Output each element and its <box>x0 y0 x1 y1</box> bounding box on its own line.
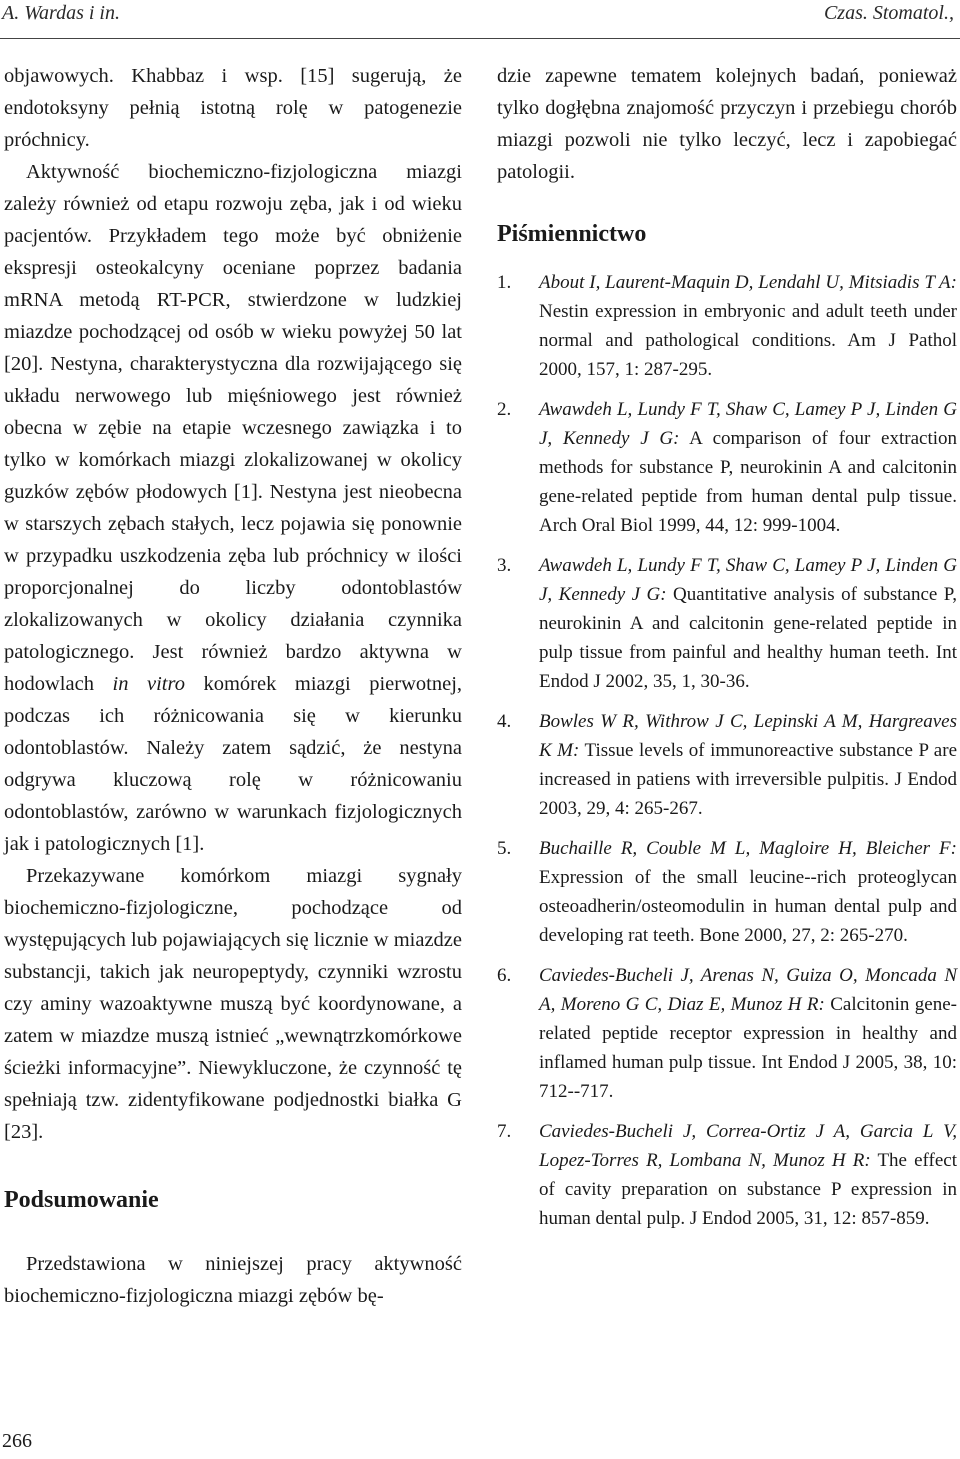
reference-item <box>497 961 957 1106</box>
right-column <box>497 60 957 1244</box>
reference-number: 6. <box>497 965 512 986</box>
reference-text: A comparison of four extraction methods for substance P, neurokinin A and calcitonin gene-related peptide from human dental pulp tissue. Arch Oral Biol 1999, 44, 12: 999-1004. <box>539 428 958 536</box>
paragraph-2-part-b: komórek miazgi pierwotnej, podczas ich różnicowania się w kierunku odontoblastów. Należy zatem sądzić, że nestyna odgrywa kluczową rolę w różnicowaniu odontoblastów, zarówno w warunkach fizjologicznych jak i patologicznych [1]. <box>4 673 463 855</box>
reference-authors: Caviedes-Bucheli J, Correa-Ortiz J A, Garcia L V, Lopez-Torres R, Lombana N, Munoz H R: <box>539 1121 957 1171</box>
reference-authors: Bowles W R, Withrow J C, Lepinski A M, Hargreaves K M: <box>539 711 957 761</box>
reference-authors: Caviedes-Bucheli J, Arenas N, Guiza O, Moncada N A, Moreno G C, Diaz E, Munoz H R: <box>539 965 957 1015</box>
paragraph-1: objawowych. Khabbaz i wsp. [15] sugerują, że endotoksyny pełnią istotną rolę w patogenezie próchnicy. <box>4 65 462 151</box>
reference-number: 4. <box>497 711 512 732</box>
reference-list <box>497 268 957 1233</box>
reference-text: Calcitonin gene-related peptide receptor expression in healthy and inflamed human pulp tissue. Int Endod J 2005, 38, 10: 712--717. <box>539 994 957 1102</box>
reference-item <box>497 707 957 823</box>
running-header-journal: Czas. Stomatol., <box>823 2 954 24</box>
reference-authors: Awawdeh L, Lundy F T, Shaw C, Lamey P J, Linden G J, Kennedy J G: <box>539 399 957 449</box>
reference-text: Expression of the small leucine--rich proteoglycan osteoadherin/osteomodulin in human dental pulp and developing rat teeth. Bone 2000, 27, 2: 265-270. <box>539 867 957 946</box>
paragraph-2 <box>4 156 462 860</box>
page-number: 266 <box>2 1430 32 1452</box>
reference-item <box>497 834 957 950</box>
in-vitro-term: in vitro <box>112 673 185 695</box>
header-divider <box>0 38 960 39</box>
paragraph-continued: dzie zapewne tematem kolejnych badań, ponieważ tylko dogłębna znajomość przyczyn i przebiegu chorób miazgi pozwoli nie tylko leczyć, lecz i zapobiegać patologii. <box>497 65 957 183</box>
reference-item <box>497 1117 957 1233</box>
reference-item <box>497 551 957 696</box>
section-heading-summary: Podsumowanie <box>4 1187 159 1213</box>
paragraph-4: Przedstawiona w niniejszej pracy aktywność biochemiczno-fizjologiczna miazgi zębów bę- <box>4 1253 462 1307</box>
reference-authors: Buchaille R, Couble M L, Magloire H, Bleicher F: <box>539 838 957 859</box>
paragraph-2-part-a: Aktywność biochemiczno-fizjologiczna miazgi zależy również od etapu rozwoju zęba, jak i od wieku pacjentów. Przykładem tego może być obniżenie ekspresji osteokalcyny oceniane poprzez badania mRNA metodą RT-PCR, stwierdzone w ludzkiej miazdze pochodzącej od osób w wieku powyżej 50 lat [20]. Nestyna, charakterystyczna dla rozwijającego się układu nerwowego lub mięśniowego jest również obecna w zębie na etapie wczesnego zawiązka i to tylko w komórkach miazgi zlokalizowanej w okolicy guzków zębów płodowych [1]. Nestyna jest nieobecna w starszych zębach stałych, lecz pojawia się ponownie w przypadku uszkodzenia zęba lub próchnicy w ilości proporcjonalnej do liczby odontoblastów zlokalizowanych w okolicy działania czynnika patologicznego. Jest również bardzo aktywna w hodowlach <box>4 161 462 695</box>
left-column <box>4 60 462 1312</box>
reference-authors: About I, Laurent-Maquin D, Lendahl U, Mitsiadis T A: <box>539 272 957 293</box>
reference-text: Tissue levels of immunoreactive substance P are increased in patiens with irreversible pulpitis. J Endod 2003, 29, 4: 265-267. <box>539 740 957 819</box>
reference-item <box>497 268 957 384</box>
running-header-authors: A. Wardas i in. <box>2 2 120 24</box>
reference-number: 2. <box>497 399 512 420</box>
reference-text: The effect of cavity preparation on substance P expression in human dental pulp. J Endod 2005, 31, 12: 857-859. <box>539 1150 957 1229</box>
reference-authors: Awawdeh L, Lundy F T, Shaw C, Lamey P J, Linden G J, Kennedy J G: <box>539 555 957 605</box>
paragraph-3: Przekazywane komórkom miazgi sygnały biochemiczno-fizjologiczne, pochodzące od występujących lub pojawiających się licznie w miazdze substancji, takich jak neuropeptydy, czynniki wzrostu czy aminy wazoaktywne muszą być koordynowane, a zatem w miazdze muszą istnieć „wewnątrzkomórkowe ścieżki informacyjne”. Niewykluczone, że czynność tę spełniają tzw. zidentyfikowane podjednostki białka G [23]. <box>4 865 462 1143</box>
reference-number: 5. <box>497 838 512 859</box>
reference-text: Nestin expression in embryonic and adult teeth under normal and pathological conditions. Am J Pathol 2000, 157, 1: 287-295. <box>539 301 957 380</box>
section-heading-references: Piśmiennictwo <box>497 221 647 247</box>
reference-text: Quantitative analysis of substance P, neurokinin A and calcitonin gene-related peptide in pulp tissue from painful and healthy human teeth. Int Endod J 2002, 35, 1, 30-36. <box>539 584 958 692</box>
reference-number: 3. <box>497 555 512 576</box>
reference-number: 7. <box>497 1121 512 1142</box>
reference-number: 1. <box>497 272 512 293</box>
reference-item <box>497 395 957 540</box>
